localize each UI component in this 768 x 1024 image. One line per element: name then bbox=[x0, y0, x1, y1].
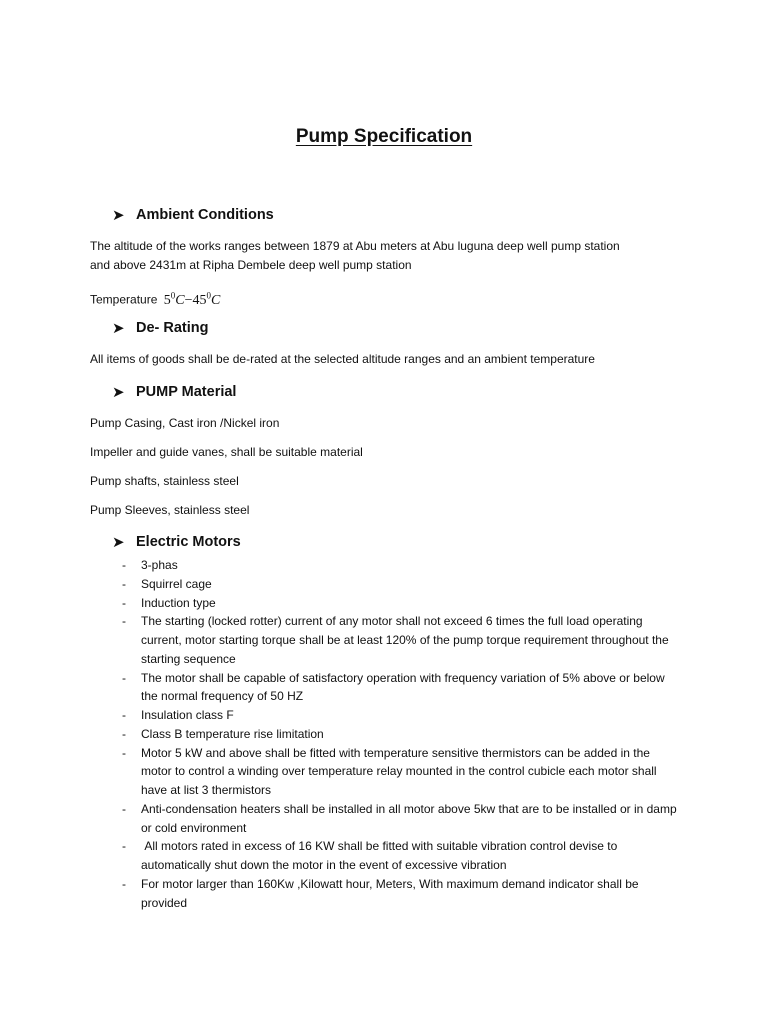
dash-bullet: - bbox=[122, 670, 126, 685]
list-item-text: 3-phas bbox=[141, 558, 178, 572]
list-item bbox=[122, 725, 682, 744]
section-heading-ambient bbox=[112, 206, 274, 224]
material-item: Pump Casing, Cast iron /Nickel iron bbox=[90, 416, 280, 430]
list-item-text: The starting (locked rotter) current of any motor shall not exceed 6 times the full load operating current, motor starting torque shall be at least 120% of the pump torque requirement throughout the starting sequence bbox=[141, 614, 669, 666]
list-item bbox=[122, 744, 682, 800]
dash-bullet: - bbox=[122, 708, 126, 722]
temperature-label: Temperature bbox=[90, 292, 158, 307]
paragraph-line: and above 2431m at Ripha Dembele deep well pump station bbox=[90, 258, 412, 272]
arrow-bullet-icon: ➤ bbox=[112, 320, 125, 337]
list-item bbox=[122, 800, 682, 838]
section-heading-motors bbox=[112, 533, 241, 551]
list-item bbox=[122, 837, 682, 875]
material-item: Pump shafts, stainless steel bbox=[90, 474, 239, 488]
list-item-text: Class B temperature rise limitation bbox=[141, 726, 324, 741]
temperature-line bbox=[90, 286, 690, 310]
dash-bullet: - bbox=[122, 876, 126, 891]
temperature-range-formula bbox=[163, 290, 221, 308]
list-item bbox=[122, 594, 682, 613]
list-item bbox=[122, 612, 682, 668]
list-item bbox=[122, 575, 682, 594]
temperature-high: 45 bbox=[192, 292, 207, 308]
ambient-paragraph bbox=[90, 237, 690, 275]
dash-bullet: - bbox=[122, 726, 126, 741]
derating-paragraph: All items of goods shall be de-rated at the selected altitude ranges and an ambient temperature bbox=[90, 352, 595, 366]
list-item-text: Squirrel cage bbox=[141, 576, 212, 591]
arrow-bullet-icon: ➤ bbox=[112, 384, 125, 401]
arrow-bullet-icon: ➤ bbox=[112, 207, 125, 224]
list-item bbox=[122, 669, 682, 707]
dash-bullet: - bbox=[122, 801, 126, 816]
dash-bullet: - bbox=[122, 839, 126, 854]
temperature-low: 5 bbox=[163, 292, 171, 308]
list-item bbox=[122, 556, 682, 575]
arrow-bullet-icon: ➤ bbox=[112, 534, 125, 551]
section-heading-label: Electric Motors bbox=[136, 534, 241, 550]
list-item-text: Induction type bbox=[141, 595, 216, 610]
section-heading-label: De- Rating bbox=[136, 320, 209, 336]
minus-sign: − bbox=[184, 292, 193, 308]
list-item-text: Insulation class F bbox=[141, 708, 234, 722]
dash-bullet: - bbox=[122, 558, 126, 572]
list-item-text: For motor larger than 160Kw ,Kilowatt hour, Meters, With maximum demand indicator shall be provided bbox=[141, 876, 639, 910]
paragraph-line: The altitude of the works ranges between 1879 at Abu meters at Abu luguna deep well pump station bbox=[90, 239, 620, 253]
page-title: Pump Specification bbox=[295, 126, 473, 147]
list-item bbox=[122, 706, 682, 725]
section-heading-label: Ambient Conditions bbox=[136, 207, 274, 223]
list-item bbox=[122, 875, 682, 913]
material-item: Impeller and guide vanes, shall be suitable material bbox=[90, 445, 363, 459]
section-heading-label: PUMP Material bbox=[136, 384, 237, 400]
material-item: Pump Sleeves, stainless steel bbox=[90, 503, 250, 517]
dash-bullet: - bbox=[122, 745, 126, 760]
temperature-unit: C bbox=[210, 292, 221, 308]
section-heading-material bbox=[112, 383, 236, 401]
dash-bullet: - bbox=[122, 576, 126, 591]
dash-bullet: - bbox=[122, 595, 126, 610]
section-heading-derating bbox=[112, 319, 209, 337]
list-item-text: Anti-condensation heaters shall be installed in all motor above 5kw that are to be installed or in damp or cold environment bbox=[141, 801, 677, 835]
list-item-text: Motor 5 kW and above shall be fitted with temperature sensitive thermistors can be added in the motor to control a winding over temperature relay mounted in the control cubicle each motor shall have at list 3 thermistors bbox=[141, 745, 657, 797]
degree-exponent: 0 bbox=[206, 290, 211, 300]
list-item-text: The motor shall be capable of satisfactory operation with frequency variation of 5% above or below the normal frequency of 50 HZ bbox=[141, 670, 665, 704]
motor-spec-list bbox=[122, 556, 682, 912]
list-item-text: All motors rated in excess of 16 KW shall be fitted with suitable vibration control devise to automatically shut down the motor in the event of excessive vibration bbox=[141, 839, 621, 872]
temperature-unit: C bbox=[175, 292, 185, 308]
degree-exponent: 0 bbox=[170, 290, 176, 300]
dash-bullet: - bbox=[122, 614, 126, 629]
